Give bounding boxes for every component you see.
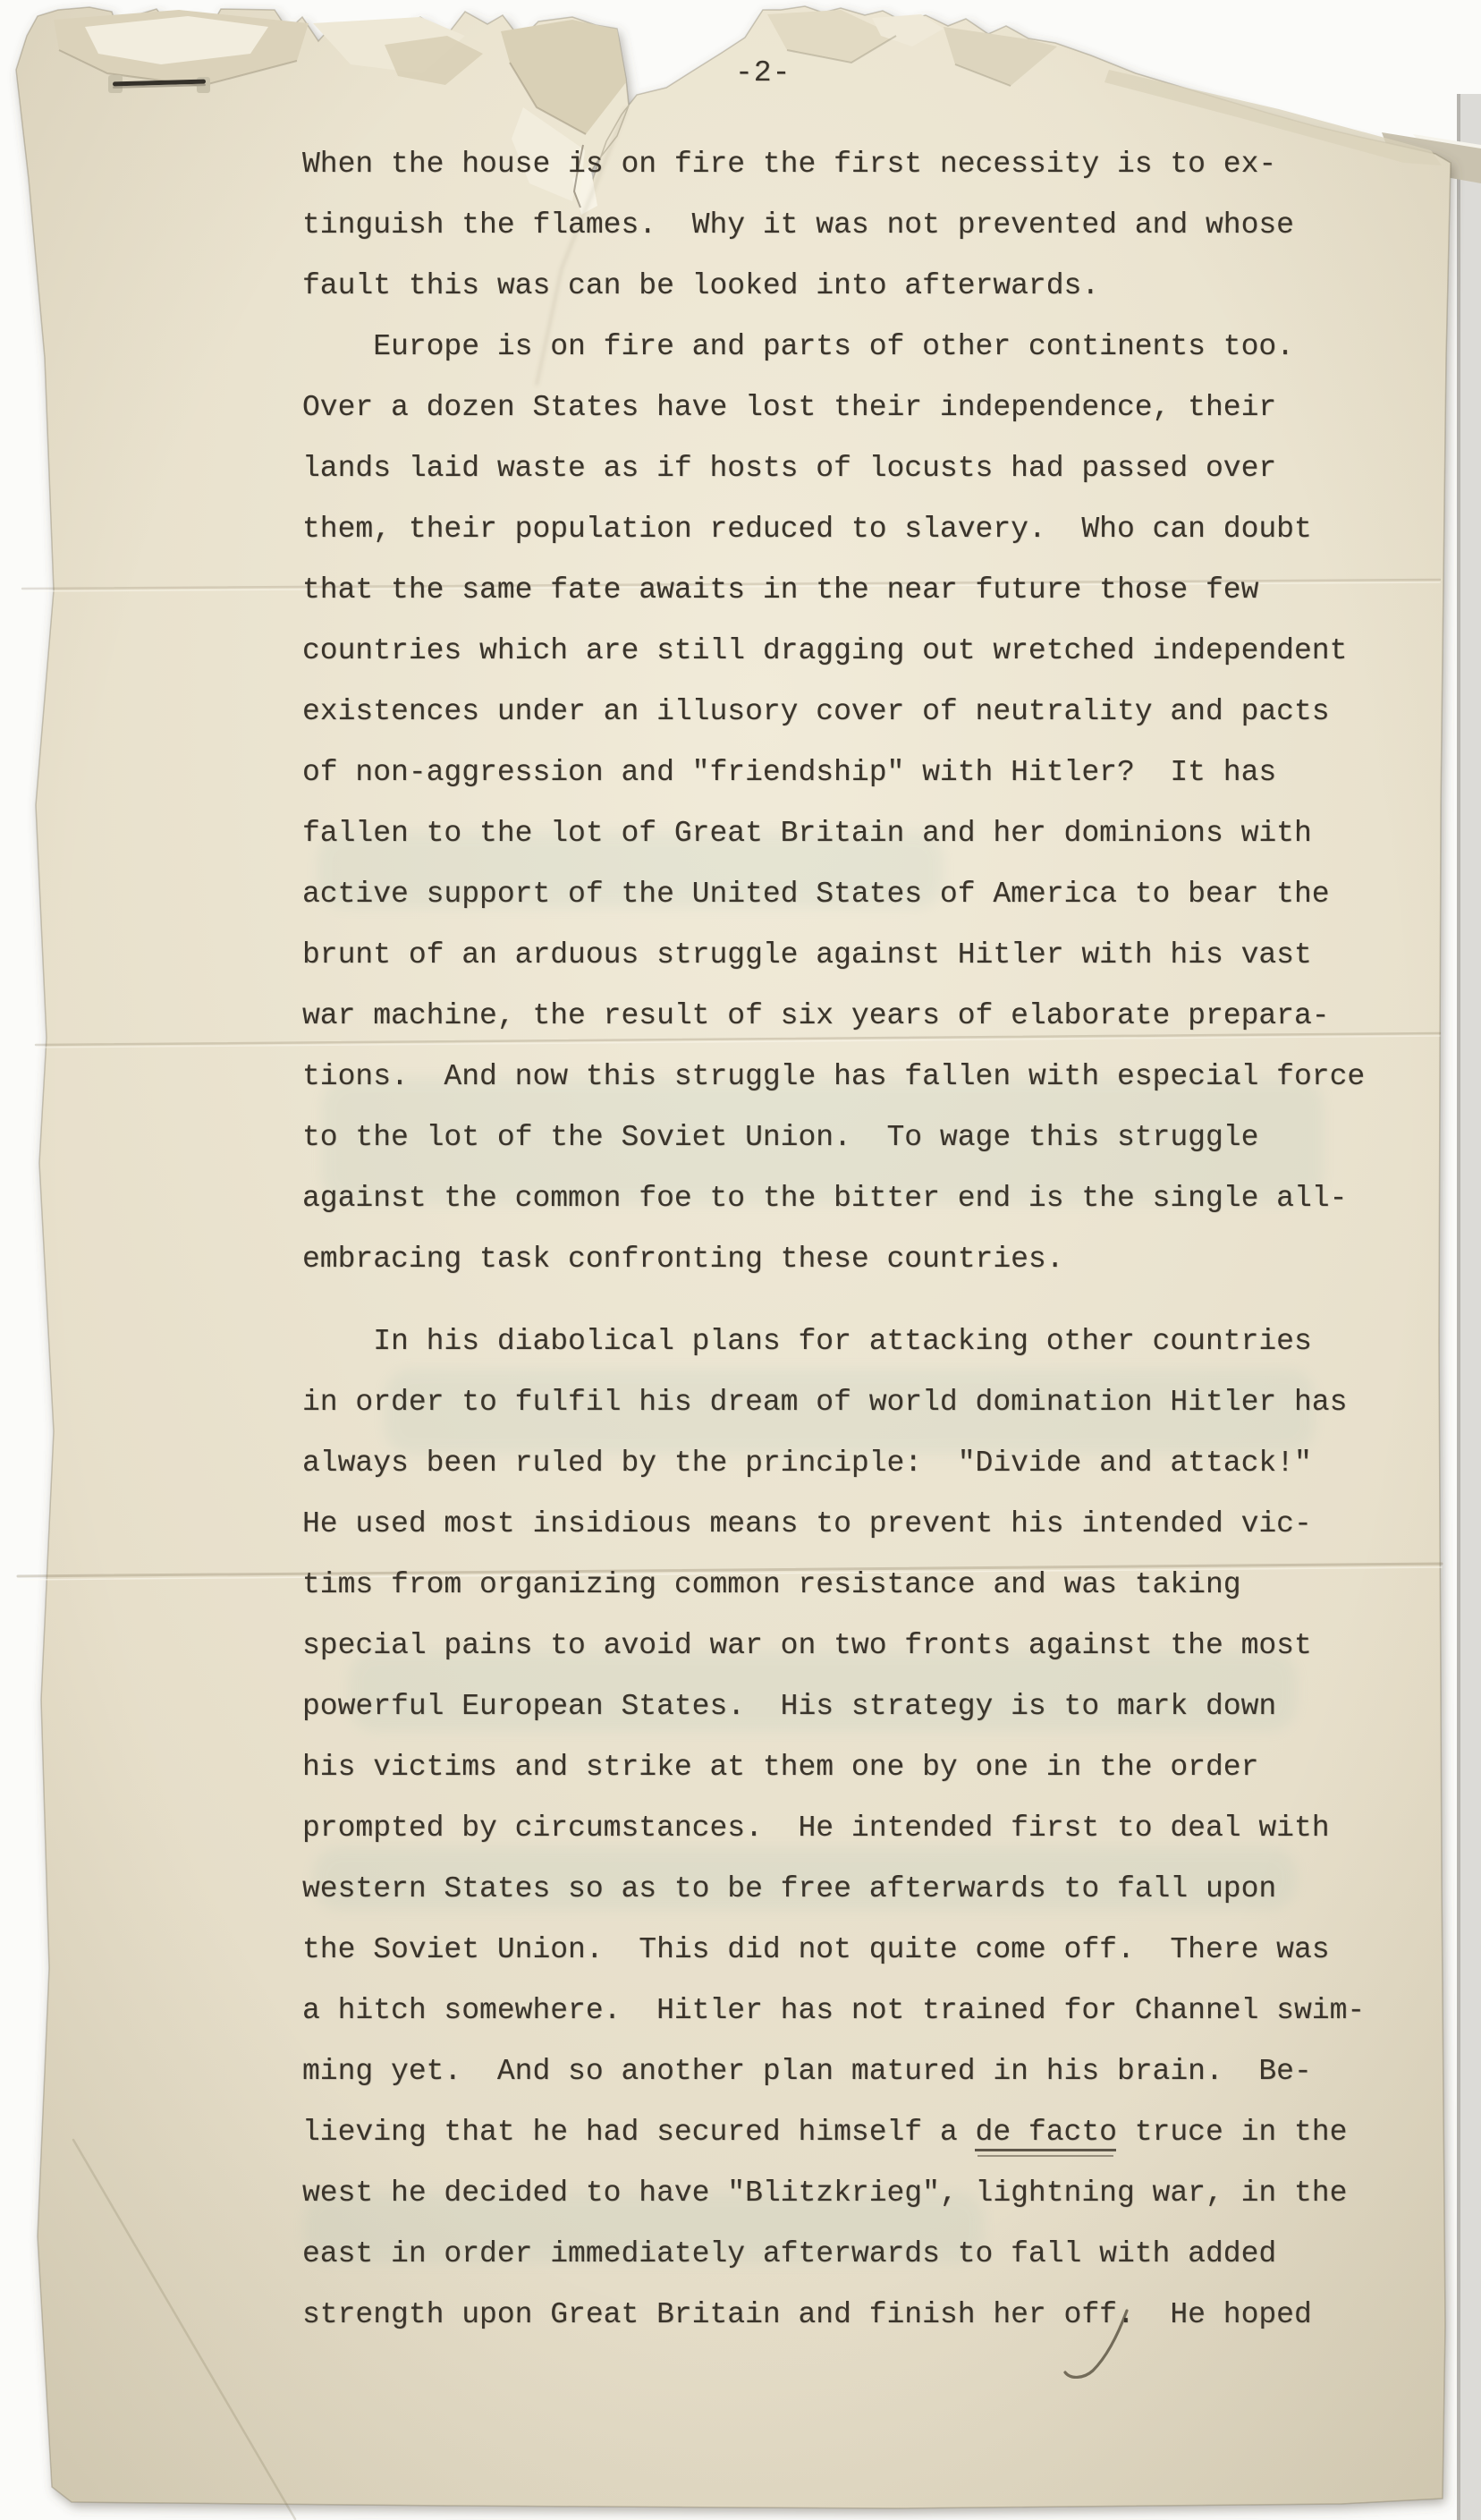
paper-vignette: [16, 6, 1451, 2508]
scanner-edge-strip: [1457, 94, 1481, 2520]
paragraph-3: In his diabolical plans for attacking other countries in order to fulfil his dream of world domination Hitler has always been ruled by the principle: "Divide and attack!" He used most insidious means to prevent his intended vic- tims from organizing common resistance and was taking special pains to avoid war on two fronts against the most powerful European States. His strategy is to mark down his victims and strike at them one by one in the order prompted by circumstances. He intended first to deal with western States so as to be free afterwards to fall upon the Soviet Union. This did not quite come off. There was a hitch somewhere. Hitler has not trained for Channel swim- ming yet. And so another plan matured in his brain. Be- lieving that he had secured himself a de facto truce in the west he decided to have "Blitzkrieg", lightning war, in the east in order immediately afterwards to fall with added strength upon Great Britain and finish her off. He hoped: [302, 1325, 1366, 2331]
paragraph-1: When the house is on fire the first necessity is to ex- tinguish the flames. Why it was not prevented and whose fault this was can be looked into afterwards.: [302, 148, 1294, 302]
paragraph-2: Europe is on fire and parts of other continents too. Over a dozen States have lost their independence, their lands laid waste as if hosts of locusts had passed over them, their population reduced to slavery. Who can doubt that the same fate awaits in the near future those few countries which are still dragging out wretched independent existences under an illusory cover of neutrality and pacts of non-aggression and "friendship" with Hitler? It has fallen to the lot of Great Britain and her dominions with active support of the United States of America to bear the brunt of an arduous struggle against Hitler with his vast war machine, the result of six years of elaborate prepara- tions. And now this struggle has fallen with especial force to the lot of the Soviet Union. To wage this struggle against the common foe to the bitter end is the single all- embracing task confronting these countries.: [302, 330, 1366, 1276]
page-number: -2-: [735, 56, 791, 89]
